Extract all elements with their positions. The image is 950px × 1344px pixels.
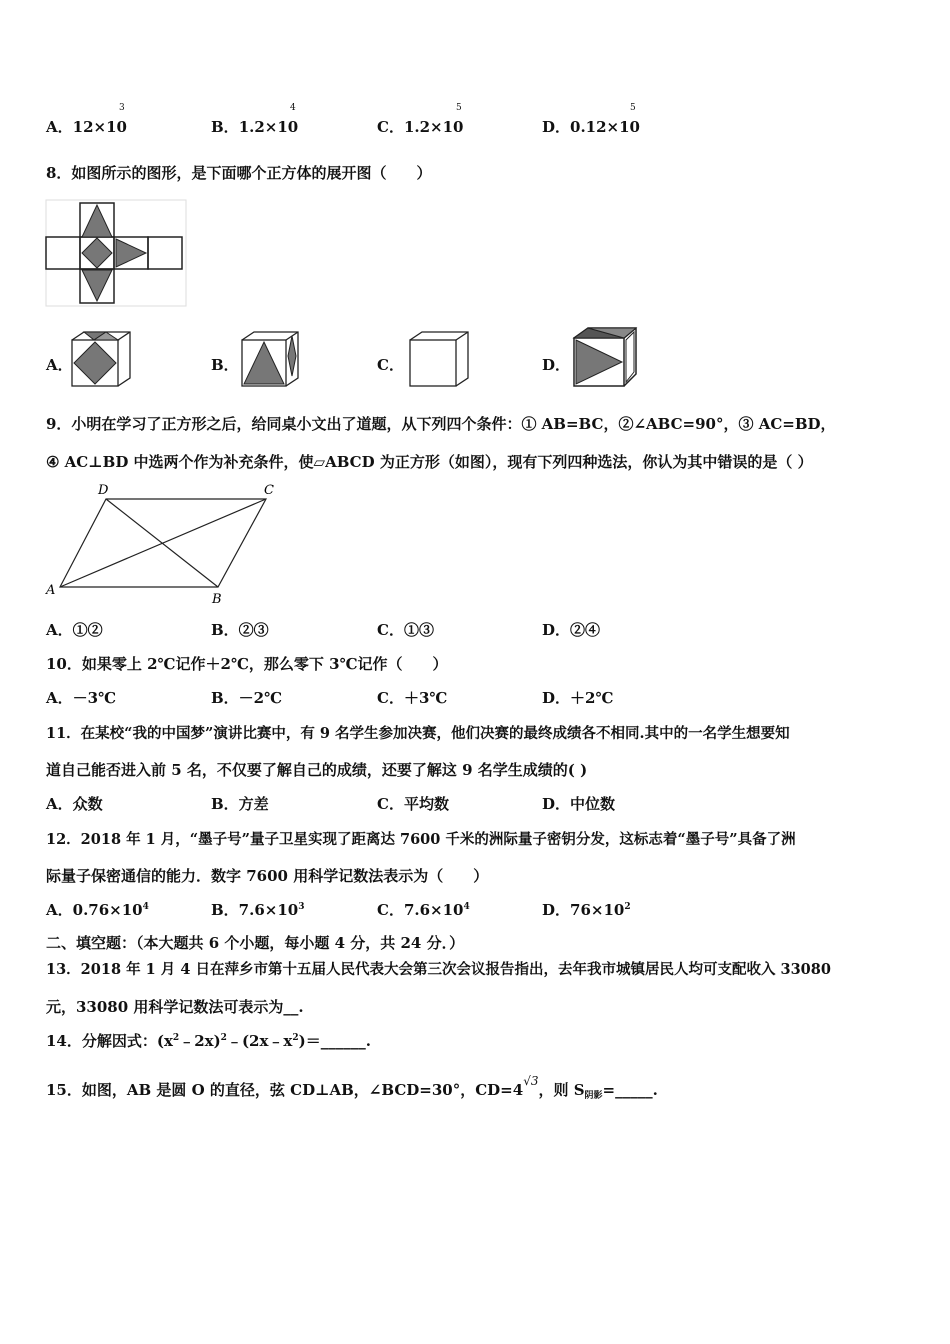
vertex-label-d: D — [98, 483, 109, 498]
q7-d-exponent: 5 — [630, 103, 636, 113]
q8-option-d-label: D． — [542, 356, 571, 374]
option-value: A．0.76×10 — [46, 901, 143, 919]
q10-stem: 10．如果零上 2℃记作＋2℃，那么零下 3℃记作（ ） — [46, 655, 448, 673]
q11-option-b: B．方差 — [211, 795, 269, 813]
q13-stem-line-1: 13．2018 年 1 月 4 日在萍乡市第十五届人民代表大会第三次会议报告指出，去年我市城镇居民人均可支配收入 33080 — [46, 961, 831, 978]
q14-exponent: 2 — [172, 1033, 180, 1043]
q8-cube-d — [572, 326, 640, 388]
option-exponent: 2 — [624, 902, 631, 912]
q10-option-d: D．＋2℃ — [542, 689, 614, 707]
q10-option-a: A．－3℃ — [46, 689, 117, 707]
q14-text: 14．分解因式：(x — [46, 1032, 173, 1050]
q8-stem: 8．如图所示的图形，是下面哪个正方体的展开图（ ） — [46, 164, 432, 182]
q14-stem — [46, 1030, 371, 1051]
q15-subscript: 阴影 — [584, 1091, 603, 1101]
q8-cube-b — [240, 330, 304, 388]
q15-text: 15．如图，AB 是圆 O 的直径，弦 CD⊥AB，∠BCD=30°，CD=4 — [46, 1081, 524, 1099]
q12-stem-line-1: 12．2018 年 1 月，“墨子号”量子卫星实现了距离达 7600 千米的洲际量子密钥分发，这标志着“墨子号”具备了洲 — [46, 831, 796, 848]
option-value: C．7.6×10 — [377, 901, 464, 919]
q15-text: =_____. — [602, 1081, 658, 1099]
q11-option-c: C．平均数 — [377, 795, 449, 813]
q11-stem-line-1: 11．在某校“我的中国梦”演讲比赛中，有 9 名学生参加决赛，他们决赛的最终成绩各不相同.其中的一名学生想要知 — [46, 725, 790, 742]
option-letter: D． — [542, 118, 571, 136]
diagonal-bd — [106, 499, 218, 587]
option-value: B．7.6×10 — [211, 901, 299, 919]
q8-cube-a — [70, 330, 134, 388]
q14-exponent: 2 — [292, 1033, 299, 1043]
q11-option-a: A．众数 — [46, 795, 103, 813]
option-exponent: 4 — [463, 902, 470, 912]
option-letter: A． — [46, 118, 73, 136]
vertex-label-a: A — [46, 583, 56, 598]
q7-b-exponent: 4 — [290, 103, 296, 113]
q10-option-b: B．－2℃ — [211, 689, 283, 707]
q15-text: ，则 S — [538, 1081, 585, 1099]
q9-parallelogram-figure — [44, 480, 284, 605]
vertex-label-b: B — [212, 592, 222, 607]
option-letter: C． — [377, 118, 404, 136]
q7-option-b — [211, 116, 298, 137]
q8-cube-net-figure — [46, 200, 186, 306]
q9-option-b: B．②③ — [211, 621, 269, 639]
option-letter: B． — [211, 118, 239, 136]
q12-option-d — [542, 899, 631, 920]
q11-stem-line-2: 道自己能否进入前 5 名，不仅要了解自己的成绩，还要了解这 9 名学生成绩的( ) — [46, 761, 588, 779]
q7-c-exponent: 5 — [456, 103, 462, 113]
q8-option-a-label: A． — [46, 356, 73, 374]
q9-stem-line-1: 9．小明在学习了正方形之后，给同桌小文出了道题，从下列四个条件：① AB=BC，②∠ABC=90°，③ AC=BD， — [46, 415, 836, 433]
q12-option-c — [377, 899, 470, 920]
q7-option-c — [377, 116, 464, 137]
q9-option-a: A．①② — [46, 621, 103, 639]
q9-option-d: D．②④ — [542, 621, 601, 639]
q13-stem-line-2: 元，33080 用科学记数法可表示为__. — [46, 998, 304, 1016]
vertex-label-c: C — [264, 483, 274, 498]
option-value: 1.2×10 — [238, 118, 299, 136]
option-value: 1.2×10 — [403, 118, 464, 136]
diagonal-ac — [60, 499, 266, 587]
q7-a-exponent: 3 — [119, 103, 125, 113]
q12-stem-line-2: 际量子保密通信的能力．数字 7600 用科学记数法表示为（ ） — [46, 867, 489, 885]
option-value: D．76×10 — [542, 901, 625, 919]
q7-option-a — [46, 116, 127, 137]
option-value: 12×10 — [72, 118, 127, 136]
q11-option-d: D．中位数 — [542, 795, 616, 813]
q10-option-c: C．＋3℃ — [377, 689, 448, 707]
q14-text: ﹣(2x﹣x — [226, 1032, 293, 1050]
option-exponent: 4 — [142, 902, 149, 912]
q14-text: ﹣2x) — [179, 1032, 221, 1050]
q14-exponent: 2 — [220, 1033, 227, 1043]
section-2-heading: 二、填空题：（本大题共 6 个小题，每小题 4 分，共 24 分．） — [46, 934, 465, 952]
q15-stem — [46, 1074, 658, 1101]
q7-option-d — [542, 116, 640, 137]
q8-option-c-label: C． — [377, 356, 404, 374]
q12-option-b — [211, 899, 304, 920]
option-value: 0.12×10 — [570, 118, 640, 136]
q9-stem-line-2: ④ AC⊥BD 中选两个作为补充条件，使▱ABCD 为正方形（如图），现有下列四种选法，你认为其中错误的是（ ） — [46, 453, 813, 471]
option-exponent: 3 — [298, 902, 305, 912]
q12-option-a — [46, 899, 149, 920]
q9-option-c: C．①③ — [377, 621, 434, 639]
q8-cube-c — [408, 330, 472, 388]
q8-option-b-label: B． — [211, 356, 239, 374]
sqrt-3: √3 — [523, 1074, 539, 1088]
q14-text: )＝______. — [298, 1032, 371, 1050]
